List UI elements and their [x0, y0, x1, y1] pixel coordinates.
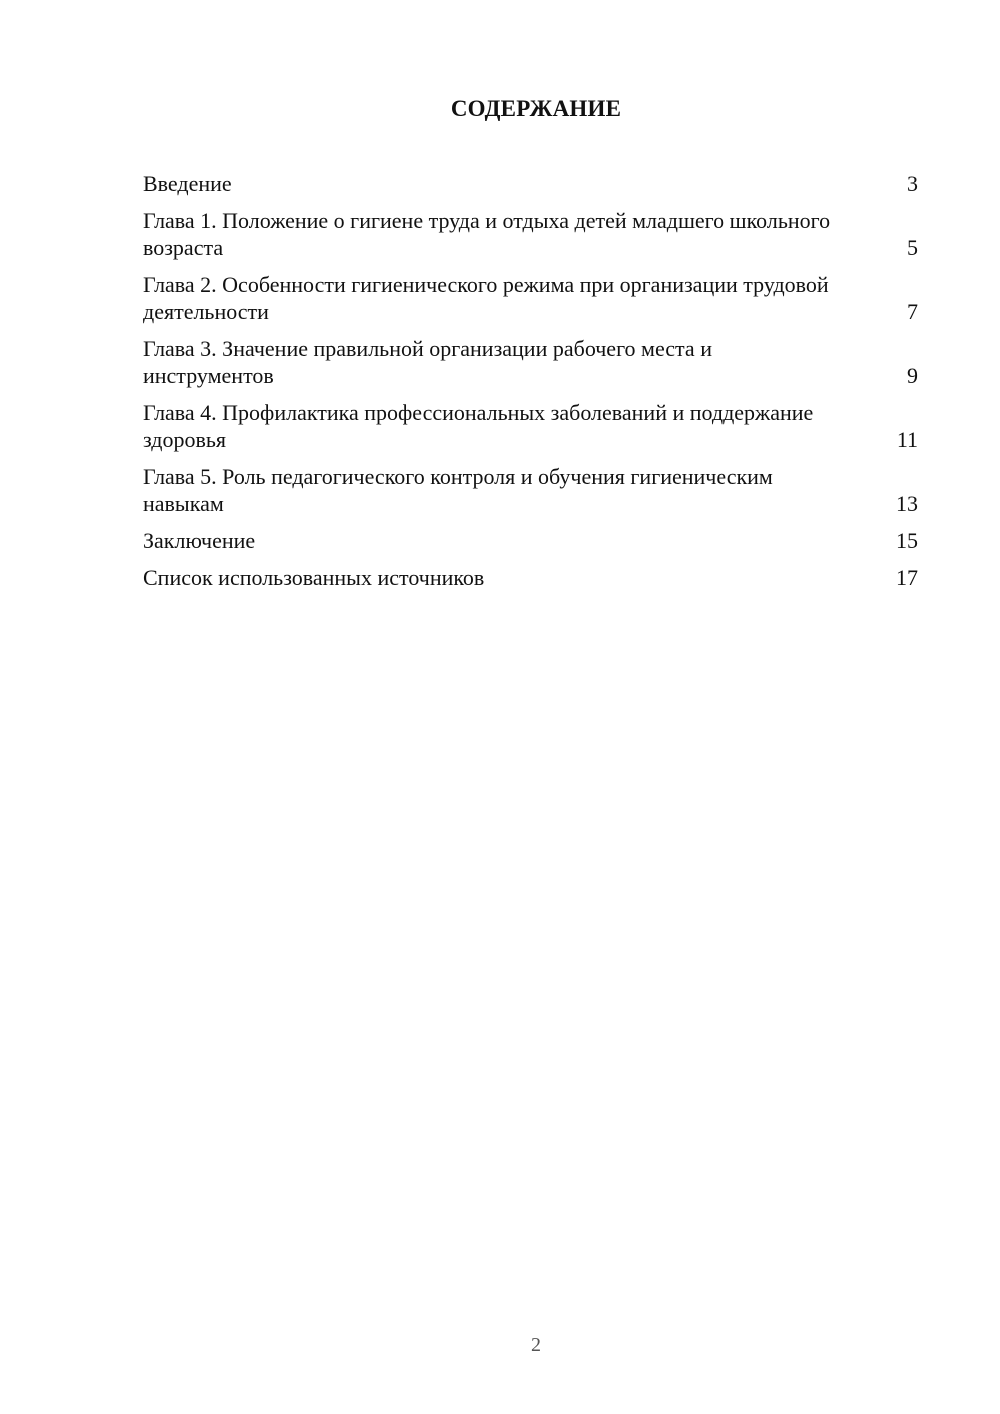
toc-entry-chapter-3: [143, 335, 918, 389]
toc-entry-title: Глава 1. Положение о гигиене труда и отдыха детей младшего школьного возраста: [143, 208, 831, 260]
toc-entry-introduction: [143, 170, 918, 197]
toc-entry-chapter-1: [143, 207, 918, 261]
toc-entry-title: Заключение: [143, 528, 256, 553]
toc-entry-page: 17: [896, 565, 918, 590]
page-number: 2: [531, 1334, 541, 1356]
toc-entry-chapter-2: [143, 271, 918, 325]
toc-entry-title: Глава 2. Особенности гигиенического режима при организации трудовой деятельности: [143, 272, 829, 324]
page-title: СОДЕРЖАНИЕ: [450, 96, 622, 121]
toc-entry-page: 11: [896, 427, 918, 452]
toc-entry-chapter-4: [143, 399, 918, 453]
toc-entry-page: 13: [896, 491, 918, 516]
toc-entry-title: Список использованных источников: [143, 565, 485, 590]
toc-entry-title: Глава 5. Роль педагогического контроля и обучения гигиеническим навыкам: [143, 464, 773, 516]
toc-entry-title: Глава 3. Значение правильной организации рабочего места и инструментов: [143, 336, 712, 388]
toc-entry-title: Глава 4. Профилактика профессиональных заболеваний и поддержание здоровья: [143, 400, 814, 452]
toc-entry-page: 7: [907, 299, 918, 324]
table-of-contents: [143, 170, 918, 601]
toc-entry-title: Введение: [143, 171, 232, 196]
toc-entry-page: 3: [907, 171, 918, 196]
toc-entry-chapter-5: [143, 463, 918, 517]
toc-entry-page: 5: [907, 235, 918, 260]
toc-entry-conclusion: [143, 527, 918, 554]
toc-entry-references: [143, 564, 918, 591]
toc-entry-page: 9: [907, 363, 918, 388]
toc-entry-page: 15: [896, 528, 918, 553]
